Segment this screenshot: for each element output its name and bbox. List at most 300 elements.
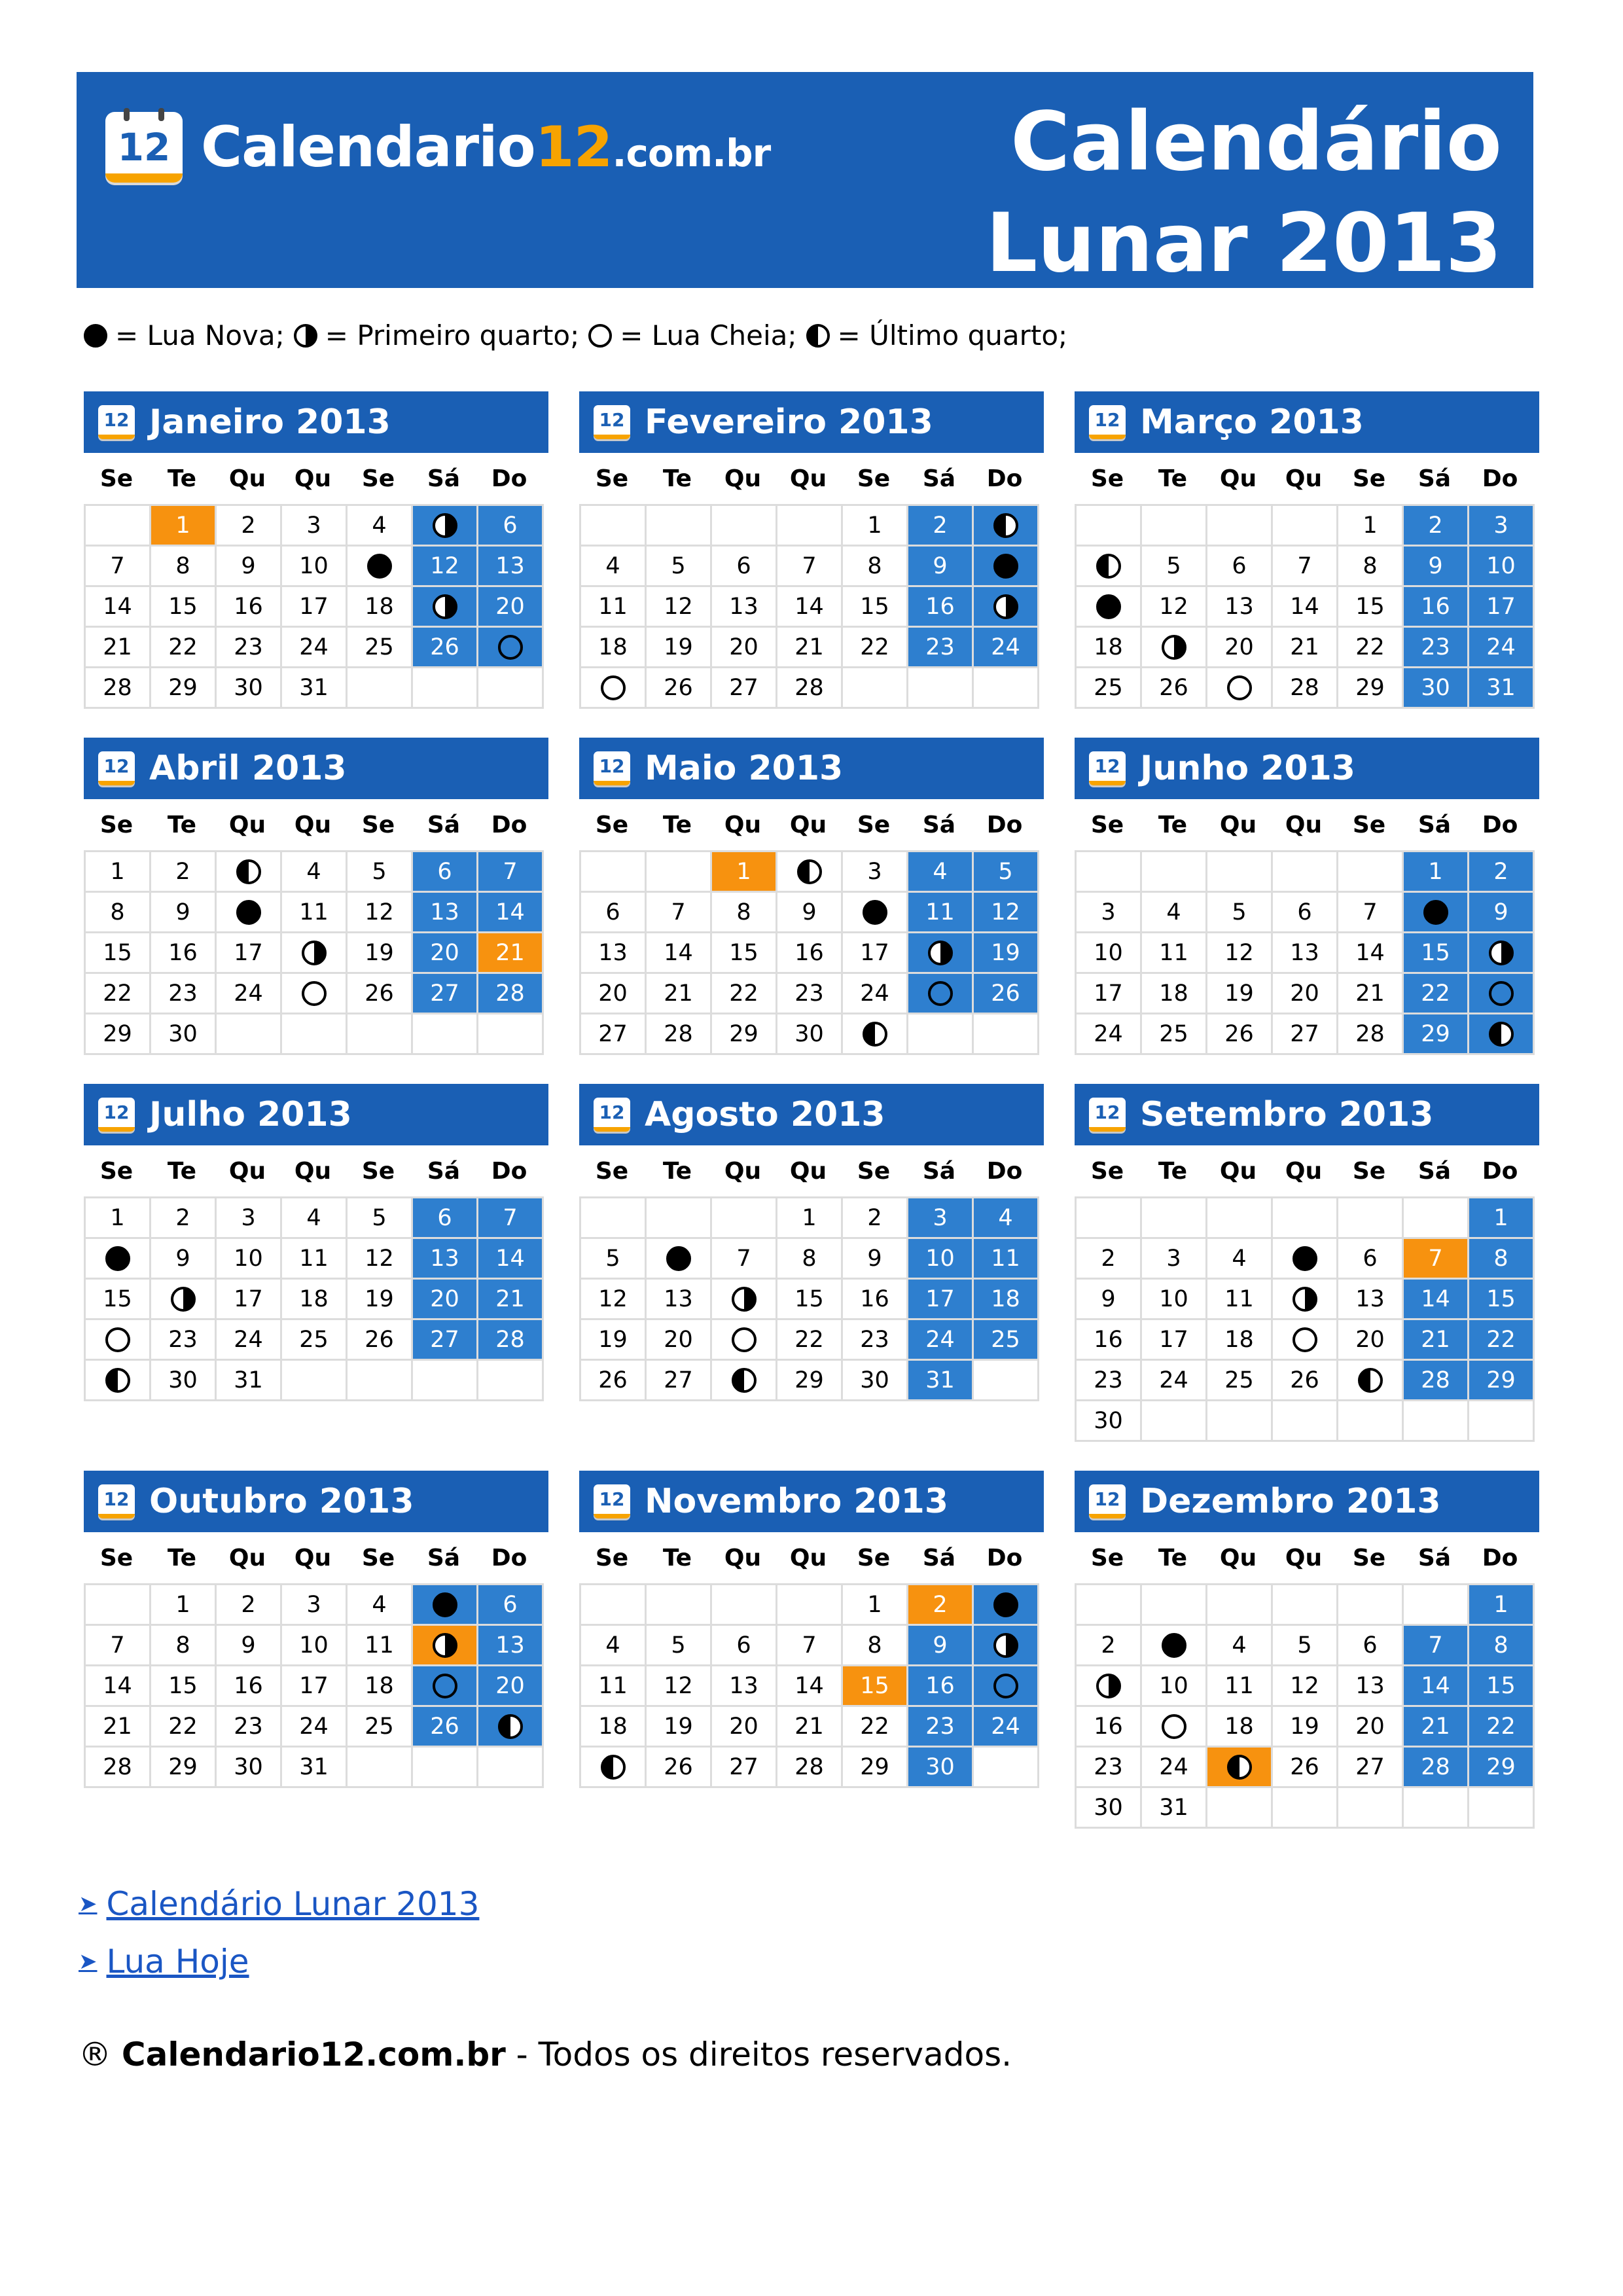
weekday-label: Te — [1158, 465, 1188, 492]
day-cell: 16 — [843, 1280, 908, 1320]
empty-cell — [1077, 852, 1142, 893]
last-quarter-icon — [236, 859, 261, 884]
month-title: Novembro 2013 — [645, 1482, 949, 1521]
day-cell: 20 — [478, 587, 544, 628]
day-grid — [84, 1583, 544, 1788]
full-moon-icon — [1293, 1327, 1317, 1352]
weekday-label: Qu — [294, 465, 332, 492]
last-quarter-icon — [732, 1368, 757, 1393]
weekday-label: Te — [1158, 811, 1188, 838]
empty-cell — [1404, 1585, 1469, 1626]
day-cell: 12 — [348, 893, 413, 933]
empty-cell — [1404, 1788, 1469, 1829]
weekday-label: Se — [857, 1544, 891, 1571]
empty-cell — [1404, 1198, 1469, 1239]
empty-cell — [908, 1014, 974, 1055]
last-quarter-icon — [806, 324, 830, 348]
weekday-row — [84, 1145, 548, 1196]
weekday-label: Do — [1482, 811, 1518, 838]
empty-cell — [478, 668, 544, 709]
day-cell: 7 — [86, 547, 151, 587]
empty-cell — [712, 1585, 777, 1626]
weekday-label: Se — [361, 1157, 395, 1185]
day-cell: 18 — [348, 587, 413, 628]
day-cell: 18 — [974, 1280, 1039, 1320]
day-cell: 27 — [712, 1748, 777, 1788]
day-cell — [908, 933, 974, 974]
weekday-label: Qu — [294, 1544, 332, 1571]
day-cell: 26 — [348, 1320, 413, 1361]
empty-cell — [581, 1585, 647, 1626]
arrow-right-icon: ➤ — [79, 1948, 98, 1975]
day-cell: 27 — [1338, 1748, 1404, 1788]
weekday-row — [1075, 1532, 1539, 1583]
link-calendario-lunar[interactable]: ➤ Calendário Lunar 2013 — [79, 1885, 480, 1923]
day-cell: 20 — [1273, 974, 1338, 1014]
empty-cell — [908, 668, 974, 709]
month-title: Outubro 2013 — [149, 1482, 414, 1521]
empty-cell — [1207, 1585, 1273, 1626]
day-cell: 2 — [1469, 852, 1535, 893]
day-cell: 4 — [1207, 1626, 1273, 1666]
day-cell: 12 — [348, 1239, 413, 1280]
month-header — [1075, 1084, 1539, 1145]
empty-cell — [777, 506, 843, 547]
day-cell: 7 — [86, 1626, 151, 1666]
day-cell: 23 — [217, 628, 282, 668]
month-header — [1075, 1471, 1539, 1532]
day-cell: 8 — [86, 893, 151, 933]
day-cell: 11 — [908, 893, 974, 933]
day-cell: 31 — [282, 668, 348, 709]
day-cell: 2 — [151, 852, 217, 893]
empty-cell — [1338, 1585, 1404, 1626]
weekday-label: Do — [491, 465, 527, 492]
empty-cell — [974, 1748, 1039, 1788]
last-quarter-icon — [498, 1714, 523, 1739]
day-cell: 1 — [151, 1585, 217, 1626]
weekday-label: Qu — [294, 811, 332, 838]
day-cell: 29 — [151, 668, 217, 709]
day-cell: 15 — [1469, 1666, 1535, 1707]
first-quarter-icon — [433, 594, 457, 619]
day-cell: 15 — [777, 1280, 843, 1320]
last-quarter-icon — [1358, 1368, 1383, 1393]
moon-phase-legend — [84, 319, 1077, 351]
empty-cell — [647, 1198, 712, 1239]
month-title: Setembro 2013 — [1140, 1095, 1434, 1134]
weekday-label: Sá — [1418, 811, 1452, 838]
day-grid — [579, 850, 1039, 1055]
day-cell: 20 — [712, 1707, 777, 1748]
weekday-label: Te — [662, 1157, 692, 1185]
day-grid — [1075, 1583, 1535, 1829]
calendar-icon: 12 — [1089, 751, 1126, 785]
day-cell: 11 — [581, 1666, 647, 1707]
day-cell: 7 — [777, 1626, 843, 1666]
month-title: Junho 2013 — [1140, 749, 1355, 788]
day-cell: 10 — [282, 1626, 348, 1666]
month-header — [579, 391, 1044, 453]
day-cell: 1 — [1404, 852, 1469, 893]
empty-cell — [413, 668, 478, 709]
weekday-label: Se — [1090, 1157, 1124, 1185]
day-cell: 15 — [151, 1666, 217, 1707]
day-cell: 18 — [348, 1666, 413, 1707]
day-cell — [974, 506, 1039, 547]
day-cell: 7 — [777, 547, 843, 587]
day-cell: 21 — [86, 1707, 151, 1748]
day-cell: 8 — [151, 547, 217, 587]
day-cell: 31 — [1469, 668, 1535, 709]
month-header — [84, 738, 548, 799]
empty-cell — [1077, 506, 1142, 547]
day-cell: 2 — [151, 1198, 217, 1239]
day-cell: 19 — [581, 1320, 647, 1361]
page-title: Calendário Lunar 2013 — [986, 95, 1502, 291]
weekday-label: Se — [857, 1157, 891, 1185]
day-cell: 4 — [348, 506, 413, 547]
day-cell: 12 — [974, 893, 1039, 933]
weekday-label: Qu — [1285, 465, 1323, 492]
day-cell — [974, 1626, 1039, 1666]
day-cell — [282, 933, 348, 974]
day-cell: 28 — [1338, 1014, 1404, 1055]
day-cell: 30 — [843, 1361, 908, 1401]
day-cell: 18 — [282, 1280, 348, 1320]
day-cell: 24 — [1142, 1748, 1207, 1788]
day-cell: 13 — [1338, 1666, 1404, 1707]
day-cell: 4 — [1207, 1239, 1273, 1280]
day-grid — [1075, 504, 1535, 709]
empty-cell — [974, 1014, 1039, 1055]
day-cell: 1 — [151, 506, 217, 547]
empty-cell — [217, 1014, 282, 1055]
day-cell: 7 — [1338, 893, 1404, 933]
day-cell: 21 — [1273, 628, 1338, 668]
day-cell: 17 — [1142, 1320, 1207, 1361]
logo-icon-number: 12 — [117, 125, 171, 170]
day-cell: 30 — [908, 1748, 974, 1788]
weekday-label: Sá — [427, 465, 461, 492]
weekday-label: Sá — [1418, 1157, 1452, 1185]
month-header — [579, 738, 1044, 799]
empty-cell — [974, 668, 1039, 709]
empty-cell — [581, 852, 647, 893]
day-cell: 24 — [974, 628, 1039, 668]
weekday-label: Se — [361, 811, 395, 838]
day-cell: 15 — [151, 587, 217, 628]
day-cell: 7 — [1404, 1626, 1469, 1666]
day-cell: 1 — [712, 852, 777, 893]
day-cell: 6 — [478, 506, 544, 547]
empty-cell — [1142, 1198, 1207, 1239]
last-quarter-icon — [601, 1755, 626, 1780]
month-calendar — [1075, 391, 1539, 709]
day-cell: 18 — [581, 1707, 647, 1748]
day-cell: 12 — [647, 587, 712, 628]
day-cell: 11 — [1207, 1666, 1273, 1707]
day-cell: 2 — [1404, 506, 1469, 547]
weekday-label: Se — [99, 465, 134, 492]
weekday-label: Te — [1158, 1544, 1188, 1571]
day-cell: 15 — [843, 587, 908, 628]
day-cell: 25 — [348, 628, 413, 668]
day-cell: 16 — [217, 1666, 282, 1707]
day-grid — [1075, 850, 1535, 1055]
day-cell: 21 — [1338, 974, 1404, 1014]
calendar-icon: 12 — [98, 405, 135, 439]
weekday-label: Qu — [228, 811, 266, 838]
empty-cell — [712, 1198, 777, 1239]
day-cell: 26 — [1273, 1361, 1338, 1401]
day-cell: 18 — [1077, 628, 1142, 668]
empty-cell — [413, 1361, 478, 1401]
day-cell: 9 — [151, 1239, 217, 1280]
day-cell: 24 — [1469, 628, 1535, 668]
day-cell: 5 — [1142, 547, 1207, 587]
day-cell: 27 — [413, 1320, 478, 1361]
weekday-label: Sá — [427, 811, 461, 838]
day-cell — [712, 1320, 777, 1361]
day-cell: 21 — [1404, 1320, 1469, 1361]
calendar-icon: 12 — [98, 751, 135, 785]
first-quarter-icon — [1489, 941, 1514, 965]
new-moon-icon — [1162, 1633, 1186, 1658]
weekday-label: Se — [595, 811, 629, 838]
day-cell: 17 — [843, 933, 908, 974]
day-cell: 26 — [1142, 668, 1207, 709]
day-cell: 9 — [908, 547, 974, 587]
weekday-label: Se — [1090, 811, 1124, 838]
month-header — [579, 1084, 1044, 1145]
day-cell: 12 — [413, 547, 478, 587]
day-cell: 22 — [1469, 1320, 1535, 1361]
weekday-label: Se — [361, 1544, 395, 1571]
day-cell: 22 — [1338, 628, 1404, 668]
day-cell: 28 — [86, 668, 151, 709]
day-cell: 17 — [1469, 587, 1535, 628]
day-cell: 21 — [478, 933, 544, 974]
day-cell: 23 — [843, 1320, 908, 1361]
empty-cell — [581, 506, 647, 547]
weekday-label: Do — [986, 811, 1023, 838]
month-header — [579, 1471, 1044, 1532]
day-cell — [1469, 974, 1535, 1014]
first-quarter-icon — [993, 594, 1018, 619]
first-quarter-icon — [433, 1633, 457, 1658]
weekday-label: Te — [167, 1544, 197, 1571]
full-moon-icon — [498, 635, 523, 660]
weekday-label: Qu — [1285, 1544, 1323, 1571]
weekday-label: Se — [99, 1157, 134, 1185]
day-cell: 18 — [1142, 974, 1207, 1014]
weekday-label: Do — [986, 465, 1023, 492]
day-cell — [151, 1280, 217, 1320]
day-cell: 17 — [1077, 974, 1142, 1014]
day-cell: 2 — [843, 1198, 908, 1239]
day-cell — [974, 1585, 1039, 1626]
day-cell: 12 — [647, 1666, 712, 1707]
day-cell: 14 — [777, 587, 843, 628]
day-cell: 25 — [1142, 1014, 1207, 1055]
day-cell: 11 — [1142, 933, 1207, 974]
day-cell: 10 — [1142, 1280, 1207, 1320]
day-cell: 28 — [478, 1320, 544, 1361]
day-cell: 7 — [712, 1239, 777, 1280]
day-cell: 5 — [1207, 893, 1273, 933]
day-cell: 20 — [712, 628, 777, 668]
empty-cell — [348, 1748, 413, 1788]
day-cell: 28 — [647, 1014, 712, 1055]
day-cell: 30 — [777, 1014, 843, 1055]
day-cell: 4 — [282, 852, 348, 893]
day-cell: 22 — [712, 974, 777, 1014]
weekday-label: Se — [1352, 465, 1386, 492]
day-cell: 27 — [1273, 1014, 1338, 1055]
day-cell: 21 — [777, 628, 843, 668]
day-cell: 9 — [843, 1239, 908, 1280]
empty-cell — [282, 1014, 348, 1055]
day-cell: 13 — [647, 1280, 712, 1320]
day-cell: 5 — [581, 1239, 647, 1280]
empty-cell — [1338, 852, 1404, 893]
month-title: Julho 2013 — [149, 1095, 352, 1134]
empty-cell — [1207, 1788, 1273, 1829]
weekday-label: Qu — [724, 1157, 762, 1185]
day-cell: 29 — [712, 1014, 777, 1055]
day-cell: 21 — [478, 1280, 544, 1320]
empty-cell — [1273, 852, 1338, 893]
day-cell: 14 — [1338, 933, 1404, 974]
day-cell: 14 — [478, 893, 544, 933]
day-cell: 1 — [777, 1198, 843, 1239]
first-quarter-icon — [302, 941, 327, 965]
weekday-row — [1075, 1145, 1539, 1196]
day-cell — [843, 1014, 908, 1055]
day-cell: 25 — [974, 1320, 1039, 1361]
day-cell — [1077, 547, 1142, 587]
day-cell: 2 — [217, 1585, 282, 1626]
weekday-row — [579, 1145, 1044, 1196]
day-grid — [579, 1196, 1039, 1401]
day-cell: 15 — [712, 933, 777, 974]
day-cell: 13 — [413, 1239, 478, 1280]
day-cell: 13 — [478, 1626, 544, 1666]
weekday-label: Qu — [789, 811, 827, 838]
month-calendar — [1075, 1471, 1539, 1829]
day-cell — [1469, 933, 1535, 974]
day-cell: 29 — [86, 1014, 151, 1055]
day-cell: 1 — [1469, 1585, 1535, 1626]
link-lua-hoje[interactable]: ➤ Lua Hoje — [79, 1943, 249, 1981]
day-cell: 14 — [777, 1666, 843, 1707]
day-cell: 24 — [217, 974, 282, 1014]
day-cell: 14 — [1404, 1666, 1469, 1707]
month-calendar — [84, 1471, 548, 1788]
weekday-label: Do — [1482, 1544, 1518, 1571]
day-cell: 26 — [413, 1707, 478, 1748]
day-cell: 4 — [348, 1585, 413, 1626]
month-calendar — [579, 1471, 1044, 1788]
day-cell: 23 — [1404, 628, 1469, 668]
day-cell — [974, 547, 1039, 587]
day-cell: 16 — [908, 1666, 974, 1707]
day-cell: 5 — [974, 852, 1039, 893]
empty-cell — [86, 506, 151, 547]
day-cell: 22 — [777, 1320, 843, 1361]
calendar-icon: 12 — [594, 405, 630, 439]
day-cell: 16 — [1404, 587, 1469, 628]
day-cell: 19 — [348, 933, 413, 974]
day-cell: 24 — [282, 1707, 348, 1748]
day-cell: 9 — [1077, 1280, 1142, 1320]
weekday-label: Qu — [228, 1544, 266, 1571]
day-cell: 5 — [647, 547, 712, 587]
weekday-label: Qu — [724, 811, 762, 838]
day-cell: 29 — [843, 1748, 908, 1788]
weekday-label: Qu — [789, 465, 827, 492]
weekday-label: Se — [595, 1544, 629, 1571]
day-cell — [1207, 1748, 1273, 1788]
day-cell: 11 — [348, 1626, 413, 1666]
day-cell: 17 — [908, 1280, 974, 1320]
new-moon-icon — [236, 900, 261, 925]
day-cell: 11 — [1207, 1280, 1273, 1320]
day-cell: 23 — [777, 974, 843, 1014]
day-cell: 3 — [1077, 893, 1142, 933]
weekday-label: Sá — [922, 1157, 956, 1185]
last-quarter-icon — [993, 513, 1018, 538]
month-header — [84, 1084, 548, 1145]
day-cell: 10 — [1077, 933, 1142, 974]
day-cell: 27 — [581, 1014, 647, 1055]
day-cell: 31 — [217, 1361, 282, 1401]
day-cell: 3 — [1142, 1239, 1207, 1280]
day-cell: 12 — [1142, 587, 1207, 628]
day-cell: 24 — [908, 1320, 974, 1361]
site-logo[interactable] — [105, 111, 770, 183]
weekday-label: Do — [491, 811, 527, 838]
day-cell: 12 — [1207, 933, 1273, 974]
new-moon-icon — [1096, 594, 1121, 619]
day-cell: 26 — [1207, 1014, 1273, 1055]
empty-cell — [1273, 1401, 1338, 1442]
weekday-label: Qu — [724, 1544, 762, 1571]
day-cell: 6 — [478, 1585, 544, 1626]
weekday-label: Se — [857, 465, 891, 492]
day-cell: 19 — [348, 1280, 413, 1320]
month-calendar — [579, 391, 1044, 709]
day-cell: 7 — [478, 852, 544, 893]
day-cell — [413, 1666, 478, 1707]
empty-cell — [348, 1361, 413, 1401]
weekday-label: Do — [1482, 1157, 1518, 1185]
new-moon-icon — [433, 1592, 457, 1617]
empty-cell — [1404, 1401, 1469, 1442]
new-moon-icon — [666, 1246, 691, 1271]
full-moon-icon — [1489, 981, 1514, 1006]
weekday-row — [579, 799, 1044, 850]
day-cell: 17 — [282, 587, 348, 628]
day-cell: 30 — [217, 668, 282, 709]
month-header — [84, 391, 548, 453]
empty-cell — [1077, 1585, 1142, 1626]
day-cell: 31 — [908, 1361, 974, 1401]
day-cell: 25 — [1207, 1361, 1273, 1401]
day-cell — [217, 852, 282, 893]
weekday-row — [84, 453, 548, 504]
